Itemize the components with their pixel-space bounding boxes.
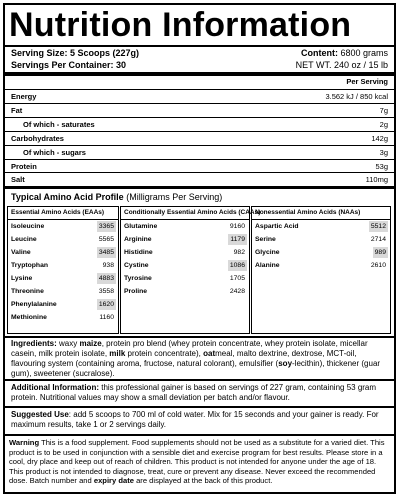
nutrient-value: 2g [379,119,388,129]
suggested-text: : add 5 scoops to 700 ml of cold water. Mix for 15 seconds and your gainer is ready. For maximum results, take 1 or 2 servings daily. [11,410,379,429]
amino-row [8,311,118,324]
nutrient-name: Fat [11,105,23,115]
amino-row [121,272,249,285]
ingredients-part: protein concentrate), [125,349,204,358]
amino-row [252,233,390,246]
warning-text [9,438,389,486]
amino-value: 3558 [98,288,114,295]
amino-value: 1705 [229,275,245,282]
nutrient-value: 142g [371,133,388,143]
additional-divider [5,406,394,408]
amino-name: Glycine [255,249,280,256]
amino-name: Threonine [11,288,44,295]
amino-value: 5512 [370,223,386,230]
servings-per-container: Servings Per Container: 30 [11,60,127,70]
allergen: oat [203,349,216,358]
content-info [296,47,388,71]
amino-name: Arginine [124,236,152,243]
nutrition-label [3,3,396,494]
amino-row [8,220,118,233]
amino-row [121,259,249,272]
ingredients-label: Ingredients: [11,339,57,348]
amino-row [121,285,249,298]
nutrient-name: Salt [11,175,25,185]
suggested-label: Suggested Use [11,410,69,419]
amino-value: 3485 [98,249,114,256]
page-title: Nutrition Information [9,6,352,44]
amino-row [8,233,118,246]
amino-value: 1160 [99,314,114,321]
amino-row [121,220,249,233]
nutrient-value: 3.562 kJ / 850 kcal [325,92,388,101]
amino-value: 2714 [370,236,386,243]
amino-name: Cystine [124,262,149,269]
amino-name: Tryptophan [11,262,49,269]
amino-row [252,220,390,233]
serving-info [11,47,139,71]
ingredients-text [11,339,389,379]
amino-name: Valine [11,249,31,256]
additional-info-text [11,383,389,403]
ingredients-part: meal, malto dextrine, dextrose, MCT-oil, flavouring system (containing aroma, fructose, natural colorant), emulsifier ( [11,349,357,368]
amino-name: Tyrosine [124,275,152,282]
caa-column [120,206,261,334]
amino-name: Alanine [255,262,280,269]
serving-divider [5,72,394,76]
eaa-column [7,206,119,334]
amino-row [252,246,390,259]
net-weight: NET WT. 240 oz / 15 lb [295,60,388,70]
expiry-date-text: expiry date [93,476,134,486]
ingredients-divider [5,379,394,381]
allergen: maize [79,339,102,348]
ingredients-part: -lecithin), thickener (guar gum), sweetener (sucralose). [11,359,381,378]
nutrient-row [5,131,394,145]
content-line [296,47,388,59]
nutrient-name: Protein [11,161,37,171]
naa-column [251,206,391,334]
suggested-use-text [11,410,389,430]
naa-rows [252,220,390,272]
eaa-header: Essential Amino Acids (EAAs) [8,207,118,220]
amino-value: 989 [374,249,386,256]
amino-row [8,246,118,259]
amino-value: 9160 [229,223,245,230]
warning-box [3,434,396,494]
amino-title: Typical Amino Acid Profile [11,192,124,202]
nutrient-row [5,89,394,103]
warning-part: are displayed at the back of this product. [133,476,273,486]
content-label: Content: [300,48,338,58]
additional-label: Additional Information: [11,383,99,392]
nutrient-value: 110mg [365,175,388,185]
amino-row [8,259,118,272]
amino-row [8,285,118,298]
serving-size: Serving Size: 5 Scoops (227g) [11,48,140,58]
amino-profile-title [11,191,222,203]
amino-name: Proline [124,288,148,295]
nutrient-value: 3g [379,147,388,157]
nutrient-divider [5,186,394,189]
content-value: 6800 grams [340,48,388,58]
warning-label: Warning [9,438,40,447]
amino-value: 5565 [98,236,114,243]
additional-text: this professional gainer is based on servings of 227 gram, containing 53 gram protein. Nutritional values may show a small deviation per batch and/or flavour. [11,383,377,402]
amino-value: 2428 [229,288,245,295]
amino-name: Isoleucine [11,223,45,230]
amino-row [8,298,118,311]
ingredients-part: waxy [56,339,80,348]
allergen: soy [278,359,293,368]
amino-value: 2610 [370,262,386,269]
ingredients-part: , protein pro blend (whey protein concentrate, whey protein isolate, micellar casein, milk protein isolate, [11,339,368,358]
amino-name: Phenylalanine [11,301,57,308]
amino-row [121,246,249,259]
nutrient-name: Of which - sugars [23,147,86,157]
amino-name: Methionine [11,314,47,321]
nutrient-name: Of which - saturates [23,119,95,129]
amino-subtitle: (Milligrams Per Serving) [126,192,223,202]
amino-name: Aspartic Acid [255,223,299,230]
caa-header: Conditionally Essential Amino Acids (CAAs) [121,207,249,220]
amino-row [8,272,118,285]
warning-part: This is a food supplement. Food supplements should not be used as a substitute for a varied diet. This product is to be used in conjunction with a sensible diet and exercise program for best results. Please store in a cool, dry place and keep out of reach of children. This product is not intended for anyone under the age of 18. This product is not intended to diagnose, treat, cure or prevent any disease. Never exceed the recommended dose. Batch number and [9,438,385,486]
amino-value: 938 [102,262,114,269]
amino-name: Lysine [11,275,33,282]
caa-rows [121,220,249,298]
eaa-rows [8,220,118,324]
nutrient-row [5,172,394,186]
nutrient-name: Energy [11,92,37,101]
amino-divider [5,336,394,338]
allergen: milk [109,349,126,358]
per-serving-header: Per Serving [346,77,388,86]
amino-name: Glutamine [124,223,158,230]
amino-row [121,233,249,246]
amino-value: 4883 [98,275,114,282]
naa-header: Nonessential Amino Acids (NAAs) [252,207,390,220]
amino-value: 1620 [98,301,114,308]
nutrient-value: 53g [375,161,388,171]
amino-name: Histidine [124,249,153,256]
nutrient-value: 7g [379,105,388,115]
amino-value: 1179 [230,236,245,243]
nutrient-name: Carbohydrates [11,133,64,143]
amino-name: Leucine [11,236,37,243]
nutrient-row [5,103,394,117]
amino-name: Serine [255,236,276,243]
amino-row [252,259,390,272]
amino-value: 1086 [229,262,245,269]
amino-value: 3365 [98,223,114,230]
amino-value: 982 [233,249,245,256]
nutrient-row [5,159,394,173]
nutrient-row [5,145,394,159]
nutrient-row [5,117,394,131]
